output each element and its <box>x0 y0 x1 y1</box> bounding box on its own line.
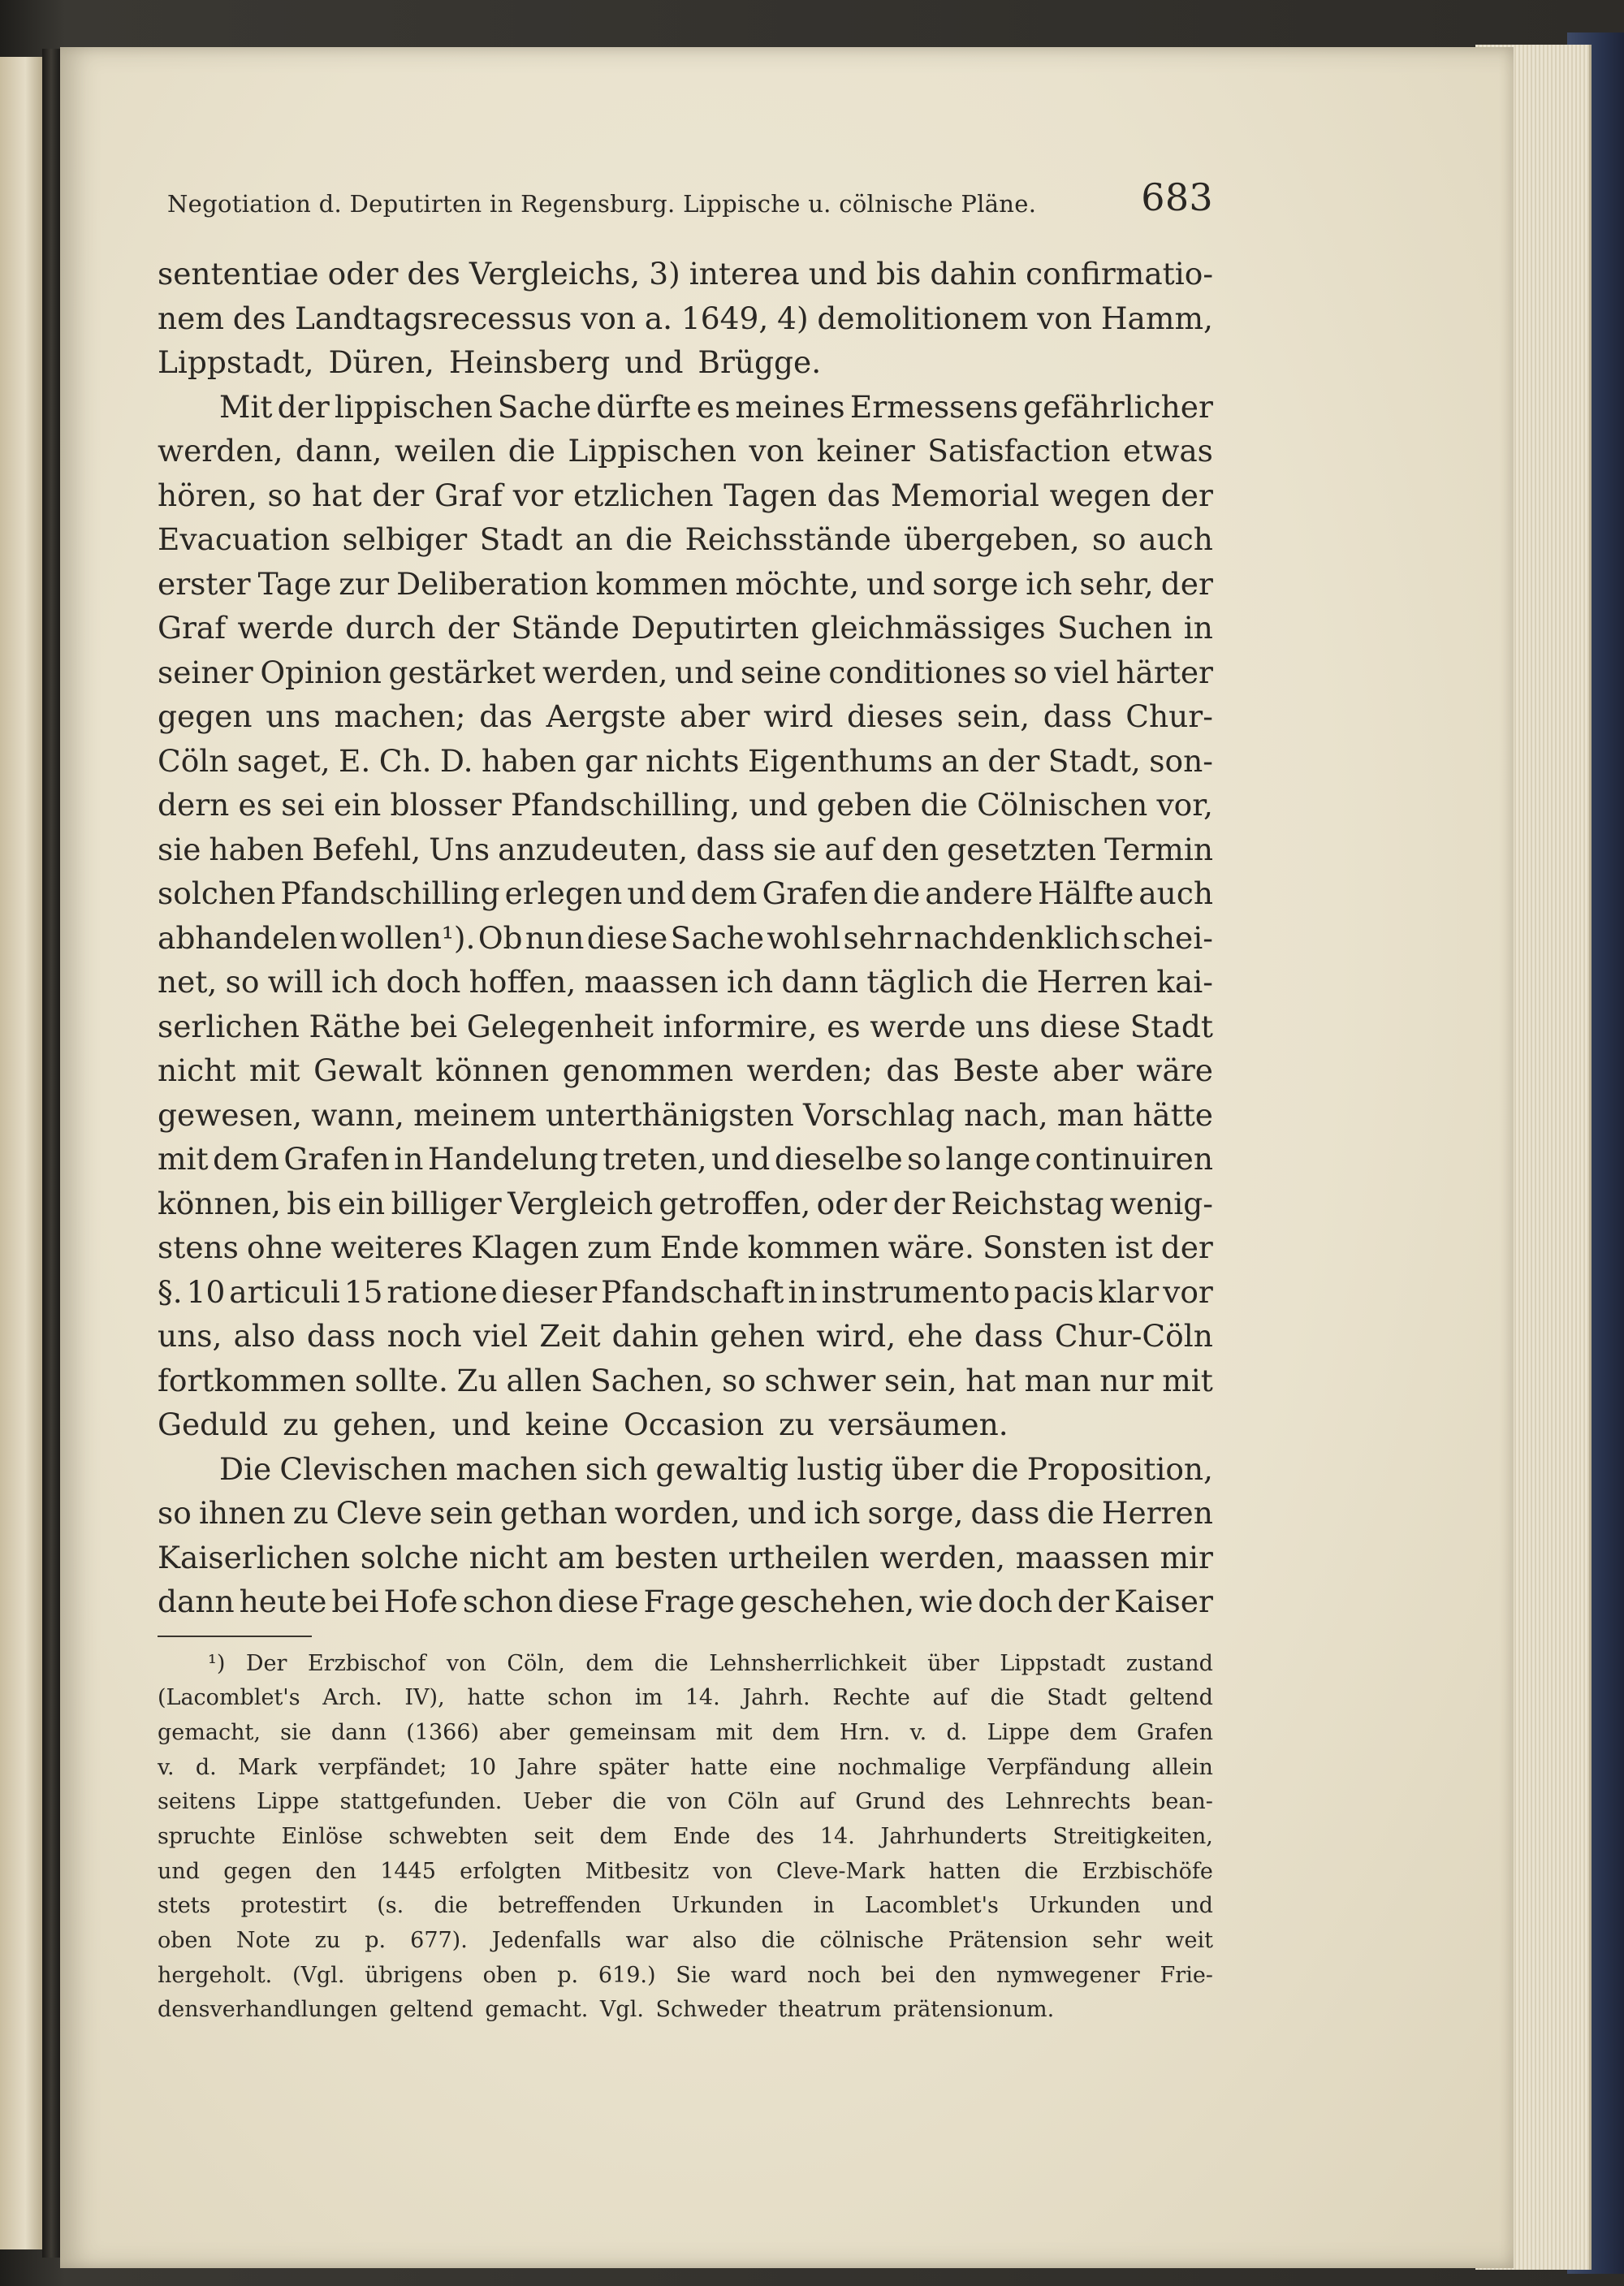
body-line: dann heute bei Hofe schon diese Frage geschehen, wie doch der Kaiser <box>158 1584 1213 1619</box>
footnote-line: densverhandlungen geltend gemacht. Vgl. Schweder theatrum prätensionum. <box>158 1997 1055 2023</box>
body-line: Graf werde durch der Stände Deputirten gleichmässiges Suchen in <box>158 610 1213 646</box>
body-line: sie haben Befehl, Uns anzudeuten, dass sie auf den gesetzten Termin <box>158 831 1213 867</box>
body-line: hören, so hat der Graf vor etzlichen Tagen das Memorial wegen der <box>158 477 1213 513</box>
body-line: können, bis ein billiger Vergleich getroffen, oder der Reichstag wenig- <box>158 1185 1213 1221</box>
book-page <box>60 47 1514 2268</box>
footnote-line: oben Note zu p. 677). Jedenfalls war also die cölnische Prätension sehr weit <box>158 1928 1213 1953</box>
book-gutter <box>42 49 60 2258</box>
body-line: gewesen, wann, meinem unterthänigsten Vorschlag nach, man hätte <box>158 1096 1213 1133</box>
body-line: fortkommen sollte. Zu allen Sachen, so schwer sein, hat man nur mit <box>158 1362 1213 1398</box>
body-line: Die Clevischen machen sich gewaltig lustig über die Proposition, <box>219 1450 1213 1487</box>
body-line: nem des Landtagsrecessus von a. 1649, 4) demolitionem von Hamm, <box>158 300 1213 336</box>
body-line: sententiae oder des Vergleichs, 3) interea und bis dahin confirmatio- <box>158 256 1213 292</box>
body-line: seiner Opinion gestärket werden, und seine conditiones so viel härter <box>158 654 1213 690</box>
footnote-line: ¹) Der Erzbischof von Cöln, dem die Lehnsherrlichkeit über Lippstadt zustand <box>208 1650 1213 1676</box>
body-line: uns, also dass noch viel Zeit dahin gehen wird, ehe dass Chur-Cöln <box>158 1318 1213 1354</box>
body-line: Lippstadt, Düren, Heinsberg und Brügge. <box>158 344 822 380</box>
text-block <box>158 161 1213 2028</box>
adjacent-page-edge <box>0 57 42 2249</box>
footnote-line: seitens Lippe stattgefunden. Ueber die von Cöln auf Grund des Lehnrechts bean- <box>158 1789 1213 1815</box>
body-line: Cöln saget, E. Ch. D. haben gar nichts Eigenthums an der Stadt, son- <box>158 742 1213 779</box>
body-line: stens ohne weiteres Klagen zum Ende kommen wäre. Sonsten ist der <box>158 1229 1213 1265</box>
body-line: Mit der lippischen Sache dürfte es meines Ermessens gefährlicher <box>219 388 1213 425</box>
footnote-line: v. d. Mark verpfändet; 10 Jahre später hatte eine nochmalige Verpfändung allein <box>158 1754 1213 1780</box>
body-line: dern es sei ein blosser Pfandschilling, und geben die Cölnischen vor, <box>158 787 1213 823</box>
body-line: nicht mit Gewalt können genommen werden; das Beste aber wäre <box>158 1052 1213 1088</box>
footnote-line: gemacht, sie dann (1366) aber gemeinsam mit dem Hrn. v. d. Lippe dem Grafen <box>158 1719 1213 1745</box>
body-line: abhandelen wollen¹). Ob nun diese Sache wohl sehr nachdenklich schei- <box>158 919 1213 956</box>
footnote-line: spruchte Einlöse schwebten seit dem Ende des 14. Jahrhunderts Streitigkeiten, <box>158 1823 1213 1849</box>
running-head <box>158 161 1213 218</box>
body-line: werden, dann, weilen die Lippischen von keiner Satisfaction etwas <box>158 433 1213 469</box>
footnote-line: stets protestirt (s. die betreffenden Urkunden in Lacomblet's Urkunden und <box>158 1893 1213 1919</box>
footnote-text <box>158 1647 1213 2029</box>
page-number: 683 <box>1141 175 1213 219</box>
body-line: Geduld zu gehen, und keine Occasion zu versäumen. <box>158 1407 1009 1442</box>
body-line: so ihnen zu Cleve sein gethan worden, und ich sorge, dass die Herren <box>158 1495 1213 1531</box>
footnote-line: (Lacomblet's Arch. IV), hatte schon im 14. Jahrh. Rechte auf die Stadt geltend <box>158 1685 1213 1711</box>
footnote-line: hergeholt. (Vgl. übrigens oben p. 619.) Sie ward noch bei den nymwegener Frie- <box>158 1962 1213 1988</box>
body-line: solchen Pfandschilling erlegen und dem Grafen die andere Hälfte auch <box>158 875 1213 911</box>
body-line: erster Tage zur Deliberation kommen möchte, und sorge ich sehr, der <box>158 565 1213 602</box>
body-line: serlichen Räthe bei Gelegenheit informire, es werde uns diese Stadt <box>158 1008 1213 1044</box>
body-line: Evacuation selbiger Stadt an die Reichsstände übergeben, so auch <box>158 521 1213 557</box>
footnote-rule <box>158 1636 312 1637</box>
body-line: net, so will ich doch hoffen, maassen ich dann täglich die Herren kai- <box>158 964 1213 1000</box>
body-text <box>158 252 1213 1624</box>
body-line: §. 10 articuli 15 ratione dieser Pfandschaft in instrumento pacis klar vor <box>158 1273 1213 1310</box>
footnote-line: und gegen den 1445 erfolgten Mitbesitz von Cleve-Mark hatten die Erzbischöfe <box>158 1858 1213 1884</box>
body-line: Kaiserlichen solche nicht am besten urtheilen werden, maassen mir <box>158 1539 1213 1575</box>
running-head-title: Negotiation d. Deputirten in Regensburg. Lippische u. cölnische Pläne. <box>167 190 1037 218</box>
body-line: gegen uns machen; das Aergste aber wird dieses sein, dass Chur- <box>158 698 1213 734</box>
body-line: mit dem Grafen in Handelung treten, und dieselbe so lange continuiren <box>158 1141 1213 1177</box>
